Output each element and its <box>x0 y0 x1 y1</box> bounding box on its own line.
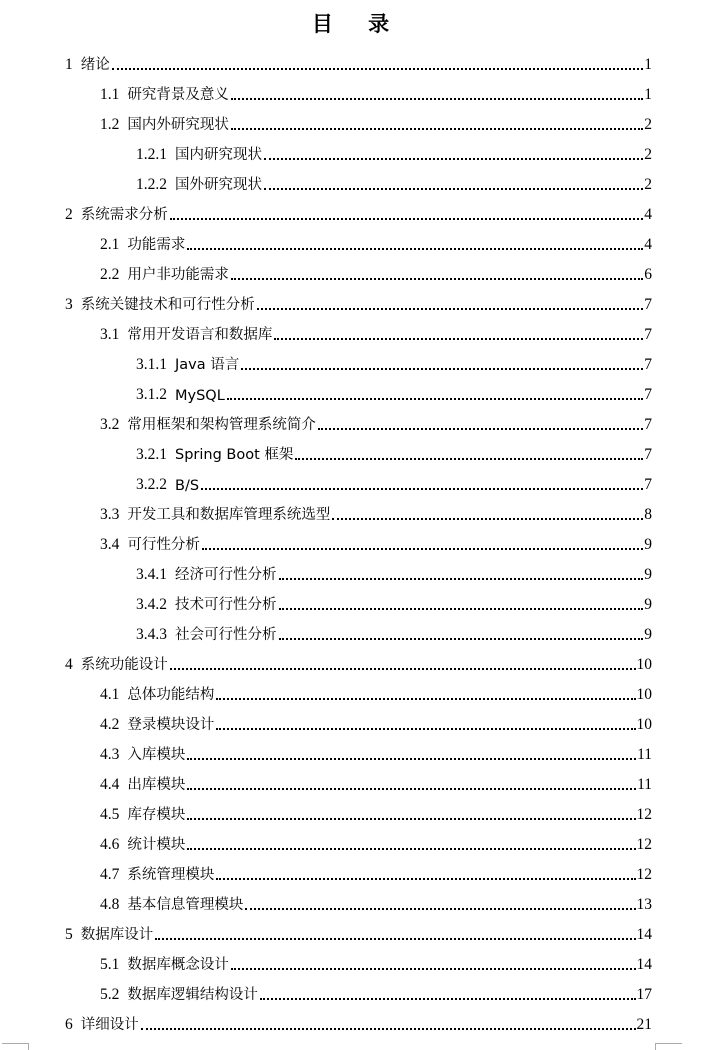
toc-entry[interactable] <box>100 230 652 254</box>
toc-entry-number: 3.2 <box>100 416 120 433</box>
toc-entry-page: 7 <box>644 356 652 373</box>
toc-entry[interactable] <box>136 350 652 374</box>
toc-entry[interactable] <box>100 110 652 134</box>
toc-entry-number: 4.8 <box>100 896 120 913</box>
toc-entry-title: 详细设计 <box>80 1017 139 1033</box>
toc-title: 目 录 <box>311 12 404 36</box>
toc-entry-title: B/S <box>175 478 200 494</box>
toc-entry-number: 2 <box>65 206 73 223</box>
toc-entry-number: 4.5 <box>100 806 120 823</box>
dot-leader <box>202 542 643 550</box>
toc-entry-number: 6 <box>65 1016 73 1033</box>
toc-entry[interactable] <box>100 830 652 854</box>
dot-leader <box>279 632 644 640</box>
toc-entry[interactable] <box>100 710 652 734</box>
toc-entry-title: 国内外研究现状 <box>127 117 229 133</box>
toc-entry[interactable] <box>100 740 652 764</box>
dot-leader <box>264 152 643 160</box>
toc-entry-number: 2.2 <box>100 266 120 283</box>
toc-entry-title: 研究背景及意义 <box>127 87 229 103</box>
dot-leader <box>141 1022 636 1030</box>
dot-leader <box>279 602 644 610</box>
dot-leader <box>332 512 643 520</box>
toc-entry-page: 13 <box>636 896 652 913</box>
toc-entry[interactable] <box>136 560 652 584</box>
dot-leader <box>318 422 643 430</box>
toc-entry-number: 4 <box>65 656 73 673</box>
toc-entry[interactable] <box>100 950 652 974</box>
toc-entry-page: 1 <box>644 86 652 103</box>
toc-entry-number: 4.1 <box>100 686 120 703</box>
dot-leader <box>295 452 643 460</box>
dot-leader <box>170 662 636 670</box>
toc-entry-number: 3.2.1 <box>136 446 167 463</box>
toc-entry-page: 1 <box>644 56 652 73</box>
toc-entry-number: 4.2 <box>100 716 120 733</box>
toc-entry-page: 7 <box>644 326 652 343</box>
toc-entry-page: 7 <box>644 476 652 493</box>
toc-entry-number: 3.4.2 <box>136 596 167 613</box>
toc-entry-page: 11 <box>637 776 652 793</box>
toc-entry-number: 5.1 <box>100 956 120 973</box>
toc-entry-page: 9 <box>644 596 652 613</box>
toc-entry[interactable] <box>100 260 652 284</box>
dot-leader <box>216 872 635 880</box>
toc-entry-number: 5 <box>65 926 73 943</box>
toc-entry-number: 3.1.2 <box>136 386 167 403</box>
toc-entry-page: 10 <box>636 686 652 703</box>
toc-entry-page: 10 <box>636 716 652 733</box>
toc-entry-number: 1.2.1 <box>136 146 167 163</box>
toc-entry-title: 出库模块 <box>127 777 186 793</box>
toc-entry[interactable] <box>100 800 652 824</box>
toc-entry-page: 8 <box>644 506 652 523</box>
dot-leader <box>264 182 643 190</box>
dot-leader <box>187 812 635 820</box>
toc-entry-title: 入库模块 <box>127 747 186 763</box>
toc-entry-title: 数据库逻辑结构设计 <box>127 987 258 1003</box>
dot-leader <box>279 572 644 580</box>
dot-leader <box>216 722 635 730</box>
toc-entry-number: 3.4.3 <box>136 626 167 643</box>
toc-entry-title: 用户非功能需求 <box>127 267 229 283</box>
toc-entry-number: 4.4 <box>100 776 120 793</box>
dot-leader <box>216 692 635 700</box>
toc-entry-title: 基本信息管理模块 <box>127 897 244 913</box>
toc-entry[interactable] <box>100 860 652 884</box>
toc-entry-number: 1.2.2 <box>136 176 167 193</box>
toc-entry-title: 常用开发语言和数据库 <box>127 327 273 343</box>
toc-entry-title: 系统功能设计 <box>80 657 168 673</box>
toc-entry-number: 4.7 <box>100 866 120 883</box>
toc-entry[interactable] <box>100 980 652 1004</box>
toc-entry-number: 1.2 <box>100 116 120 133</box>
toc-entry-title: 可行性分析 <box>127 537 200 553</box>
dot-leader <box>241 362 643 370</box>
toc-entry-page: 4 <box>644 206 652 223</box>
toc-entry-title: 开发工具和数据库管理系统选型 <box>127 507 331 523</box>
toc-entry-page: 2 <box>644 116 652 133</box>
dot-leader <box>274 332 643 340</box>
toc-entry-number: 3.4.1 <box>136 566 167 583</box>
toc-entry-title: 社会可行性分析 <box>175 627 277 643</box>
toc-entry[interactable] <box>100 410 652 434</box>
toc-entry[interactable] <box>65 1010 652 1034</box>
toc-entry-title: 登录模块设计 <box>127 717 215 733</box>
toc-entry[interactable] <box>100 680 652 704</box>
toc-entry-number: 1 <box>65 56 73 73</box>
toc-entry-page: 2 <box>644 176 652 193</box>
toc-entry-title: 数据库设计 <box>80 927 154 943</box>
toc-entry[interactable] <box>65 650 652 674</box>
dot-leader <box>187 782 636 790</box>
toc-entry-page: 12 <box>636 836 652 853</box>
toc-entry-title: 总体功能结构 <box>127 687 215 703</box>
toc-entry-page: 12 <box>636 866 652 883</box>
toc-entry-page: 7 <box>644 416 652 433</box>
toc-entry-page: 11 <box>637 746 652 763</box>
toc-entry-title: 统计模块 <box>127 837 186 853</box>
toc-entry-number: 3.1 <box>100 326 120 343</box>
dot-leader <box>245 902 635 910</box>
toc-entry[interactable] <box>100 320 652 344</box>
dot-leader <box>112 62 644 70</box>
toc-entry[interactable] <box>136 470 652 494</box>
toc-entry-title: Java 语言 <box>175 357 240 373</box>
toc-entry-page: 14 <box>636 956 652 973</box>
dot-leader <box>257 302 644 310</box>
toc-entry-page: 9 <box>644 536 652 553</box>
toc-entry[interactable] <box>65 50 652 74</box>
toc-entry-page: 9 <box>644 566 652 583</box>
toc-entry[interactable] <box>65 290 652 314</box>
toc-entry-title: 技术可行性分析 <box>175 597 277 613</box>
toc-entry[interactable] <box>100 770 652 794</box>
toc-entry[interactable] <box>136 380 652 404</box>
toc-entry-page: 2 <box>644 146 652 163</box>
toc-entry[interactable] <box>65 200 652 224</box>
toc-entry[interactable] <box>136 170 652 194</box>
toc-entry-number: 4.3 <box>100 746 120 763</box>
toc-entry-number: 3.1.1 <box>136 356 167 373</box>
toc-entry-page: 21 <box>636 1016 652 1033</box>
dot-leader <box>187 242 643 250</box>
toc-entry-page: 9 <box>644 626 652 643</box>
toc-entry-number: 3 <box>65 296 73 313</box>
toc-entry[interactable] <box>136 590 652 614</box>
toc-entry-title: 功能需求 <box>127 237 186 253</box>
toc-entry-title: 常用框架和架构管理系统简介 <box>127 417 316 433</box>
toc-entry-title: 库存模块 <box>127 807 186 823</box>
toc-entry-number: 3.3 <box>100 506 120 523</box>
toc-entry-title: 数据库概念设计 <box>127 957 229 973</box>
dot-leader <box>260 992 636 1000</box>
dot-leader <box>187 842 635 850</box>
toc-entry[interactable] <box>100 890 652 914</box>
toc-entry[interactable] <box>100 500 652 524</box>
toc-entry[interactable] <box>136 620 652 644</box>
toc-entry-title: MySQL <box>175 388 225 404</box>
toc-entry-page: 7 <box>644 446 652 463</box>
toc-entry-page: 7 <box>644 296 652 313</box>
toc-entry-number: 3.4 <box>100 536 120 553</box>
toc-entry[interactable] <box>65 920 652 944</box>
toc-entry-title: 绪论 <box>80 57 110 73</box>
dot-leader <box>231 122 643 130</box>
dot-leader <box>231 962 636 970</box>
dot-leader <box>227 392 643 400</box>
toc-entry[interactable] <box>136 440 652 464</box>
toc-entry[interactable] <box>136 140 652 164</box>
toc-entry-title: Spring Boot 框架 <box>175 447 294 463</box>
dot-leader <box>187 752 636 760</box>
toc-entry-number: 5.2 <box>100 986 120 1003</box>
dot-leader <box>155 932 635 940</box>
toc-entry-number: 4.6 <box>100 836 120 853</box>
toc-entry-page: 12 <box>636 806 652 823</box>
toc-entry[interactable] <box>100 530 652 554</box>
toc-entry-number: 2.1 <box>100 236 120 253</box>
dot-leader <box>201 482 643 490</box>
toc-entry-number: 1.1 <box>100 86 120 103</box>
toc-entry-page: 14 <box>636 926 652 943</box>
toc-entry-page: 10 <box>636 656 652 673</box>
toc-entry-page: 7 <box>644 386 652 403</box>
dot-leader <box>231 92 643 100</box>
toc-entry[interactable] <box>100 80 652 104</box>
toc-entry-title: 系统需求分析 <box>80 207 168 223</box>
toc-entry-title: 系统关键技术和可行性分析 <box>80 297 255 313</box>
toc-entry-title: 国外研究现状 <box>175 177 262 193</box>
toc-entry-title: 系统管理模块 <box>127 867 215 883</box>
dot-leader <box>231 272 643 280</box>
toc-entry-page: 6 <box>644 266 652 283</box>
toc-entry-page: 4 <box>644 236 652 253</box>
toc-entry-title: 国内研究现状 <box>175 147 262 163</box>
toc-entry-title: 经济可行性分析 <box>175 567 277 583</box>
dot-leader <box>170 212 644 220</box>
toc-entry-number: 3.2.2 <box>136 476 167 493</box>
toc-entry-page: 17 <box>636 986 652 1003</box>
